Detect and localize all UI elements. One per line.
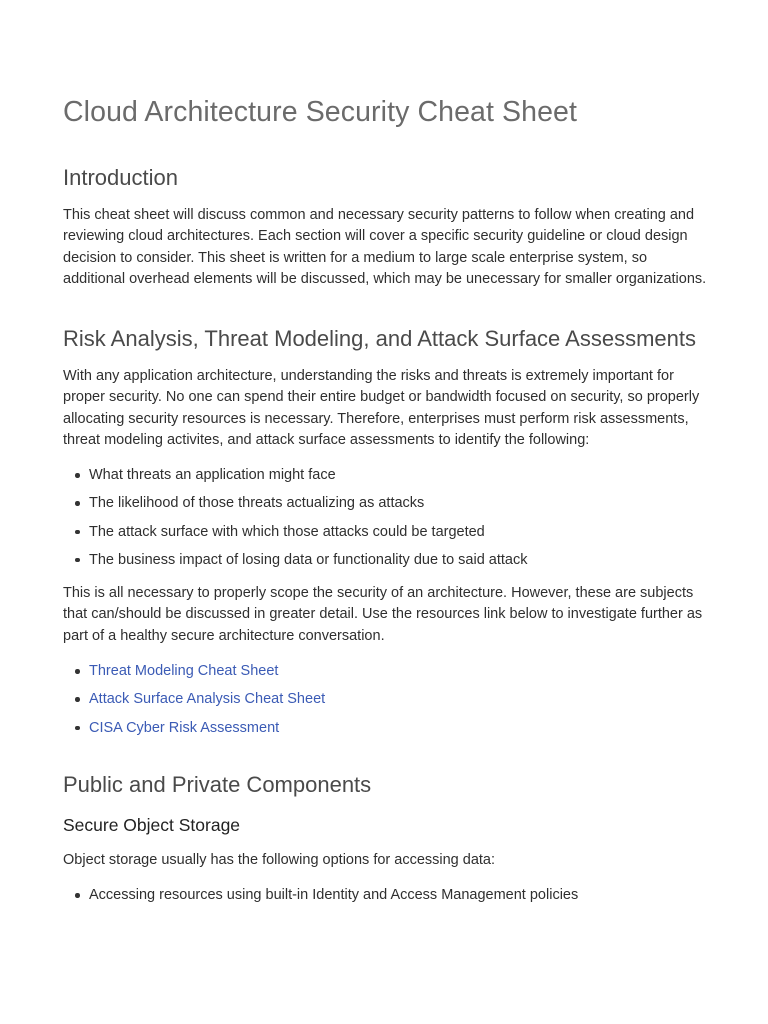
- components-subheading: Secure Object Storage: [63, 815, 241, 835]
- resource-links: [63, 661, 708, 746]
- list-item: Accessing resources using built-in Identity and Access Management policies: [63, 885, 708, 913]
- list-item: The attack surface with which those attacks could be targeted: [63, 522, 708, 550]
- components-heading: Public and Private Components: [63, 772, 372, 797]
- risk-heading: Risk Analysis, Threat Modeling, and Attack Surface Assessments: [63, 326, 697, 351]
- components-list: [63, 885, 708, 913]
- risk-paragraph-1: With any application architecture, understanding the risks and threats is extremely important for proper security. No one can spend their entire budget or bandwidth focused on security, so properly allocating security resources is necessary. Therefore, enterprises must perform risk assessments, threat modeling activites, and attack surface assessments to identify the following:: [63, 368, 700, 448]
- risk-list: [63, 465, 708, 578]
- resource-link-item: [63, 718, 708, 746]
- list-item: The likelihood of those threats actualizing as attacks: [63, 493, 708, 521]
- attack-surface-link[interactable]: Attack Surface Analysis Cheat Sheet: [89, 691, 326, 708]
- list-item: The business impact of losing data or functionality due to said attack: [63, 550, 708, 578]
- threat-modeling-link[interactable]: Threat Modeling Cheat Sheet: [89, 663, 279, 679]
- intro-heading: Introduction: [63, 165, 178, 190]
- components-paragraph: Object storage usually has the following options for accessing data:: [63, 852, 496, 868]
- list-item: What threats an application might face: [63, 465, 708, 493]
- risk-paragraph-2: This is all necessary to properly scope the security of an architecture. However, these are subjects that can/should be discussed in greater detail. Use the resources link below to investigate further as part of a healthy secure architecture conversation.: [63, 585, 703, 644]
- cisa-risk-link[interactable]: CISA Cyber Risk Assessment: [89, 719, 280, 736]
- resource-link-item: [63, 689, 708, 717]
- intro-paragraph: This cheat sheet will discuss common and necessary security patterns to follow when creating and reviewing cloud architectures. Each section will cover a specific security guideline or cloud design decision to consider. This sheet is written for a medium to large scale enterprise system, so additional overhead elements will be discussed, which may be unecessary for smaller organizations.: [63, 207, 707, 287]
- resource-link-item: [63, 661, 708, 689]
- page-title: Cloud Architecture Security Cheat Sheet: [63, 96, 578, 128]
